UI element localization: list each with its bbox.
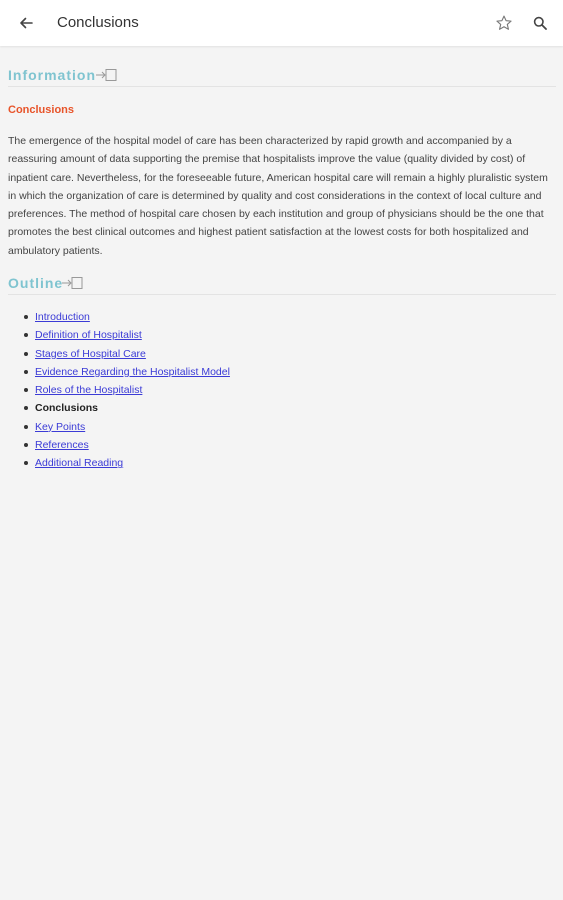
outline-item: [35, 436, 230, 454]
star-outline-icon: [495, 14, 513, 32]
bullet-icon: [24, 461, 28, 465]
conclusions-paragraph: The emergence of the hospital model of care has been characterized by rapid growth and accompanied by a reassuring amount of data supporting the premise that hospitalists improve the value (quality divided by cost) of inpatient care. Nevertheless, for the foreseeable future, American hospital care will remain a highly pluralistic system in which the organization of care is determined by quality and cost considerations in the context of local culture and preferences. The method of hospital care chosen by each institution and group of physicians should be the one that promotes the best clinical outcomes and highest patient satisfaction at the lowest costs for both hospitalized and ambulatory patients.: [8, 135, 548, 257]
bullet-icon: [24, 388, 28, 392]
bullet-icon: [24, 406, 28, 410]
section-divider: [8, 294, 556, 295]
outline-link-stages-of-hospital-care[interactable]: Stages of Hospital Care: [35, 347, 146, 360]
outline-item: [35, 381, 230, 399]
expand-section-icon[interactable]: [62, 276, 84, 290]
outline-item: [35, 345, 230, 363]
favorite-button[interactable]: [493, 12, 515, 34]
outline-section-header: [8, 274, 556, 294]
outline-item: [35, 399, 230, 417]
bullet-icon: [24, 352, 28, 356]
back-button[interactable]: [14, 11, 38, 35]
bullet-icon: [24, 315, 28, 319]
outline-link-roles-of-hospitalist[interactable]: Roles of the Hospitalist: [35, 384, 143, 397]
search-button[interactable]: [530, 12, 550, 34]
app-bar: [0, 0, 563, 46]
bullet-icon: [24, 370, 28, 374]
outline-link-references[interactable]: References: [35, 439, 89, 452]
section-subheading: Conclusions: [8, 104, 75, 116]
outline-list: [8, 308, 230, 473]
outline-link-introduction[interactable]: Introduction: [35, 311, 90, 323]
bullet-icon: [24, 333, 28, 337]
search-icon: [533, 16, 547, 30]
outline-link-evidence-regarding-model[interactable]: Evidence Regarding the Hospitalist Model: [35, 365, 230, 378]
section-divider: [8, 86, 556, 87]
outline-link-key-points[interactable]: Key Points: [35, 420, 86, 433]
outline-link-definition-of-hospitalist[interactable]: Definition of Hospitalist: [35, 329, 142, 342]
information-section-header: [8, 66, 556, 86]
page-title: Conclusions: [57, 14, 139, 31]
expand-section-icon[interactable]: [96, 68, 118, 82]
bullet-icon: [24, 443, 28, 447]
outline-item: [35, 418, 230, 436]
bullet-icon: [24, 425, 28, 429]
outline-item: [35, 454, 230, 472]
outline-item: [35, 363, 230, 381]
outline-item: [35, 308, 230, 326]
outline-item: [35, 326, 230, 344]
outline-current-item: Conclusions: [35, 402, 99, 415]
outline-heading: Outline: [8, 275, 64, 291]
arrow-left-icon: [19, 16, 33, 30]
information-heading: Information: [8, 67, 96, 83]
outline-link-additional-reading[interactable]: Additional Reading: [35, 457, 124, 470]
